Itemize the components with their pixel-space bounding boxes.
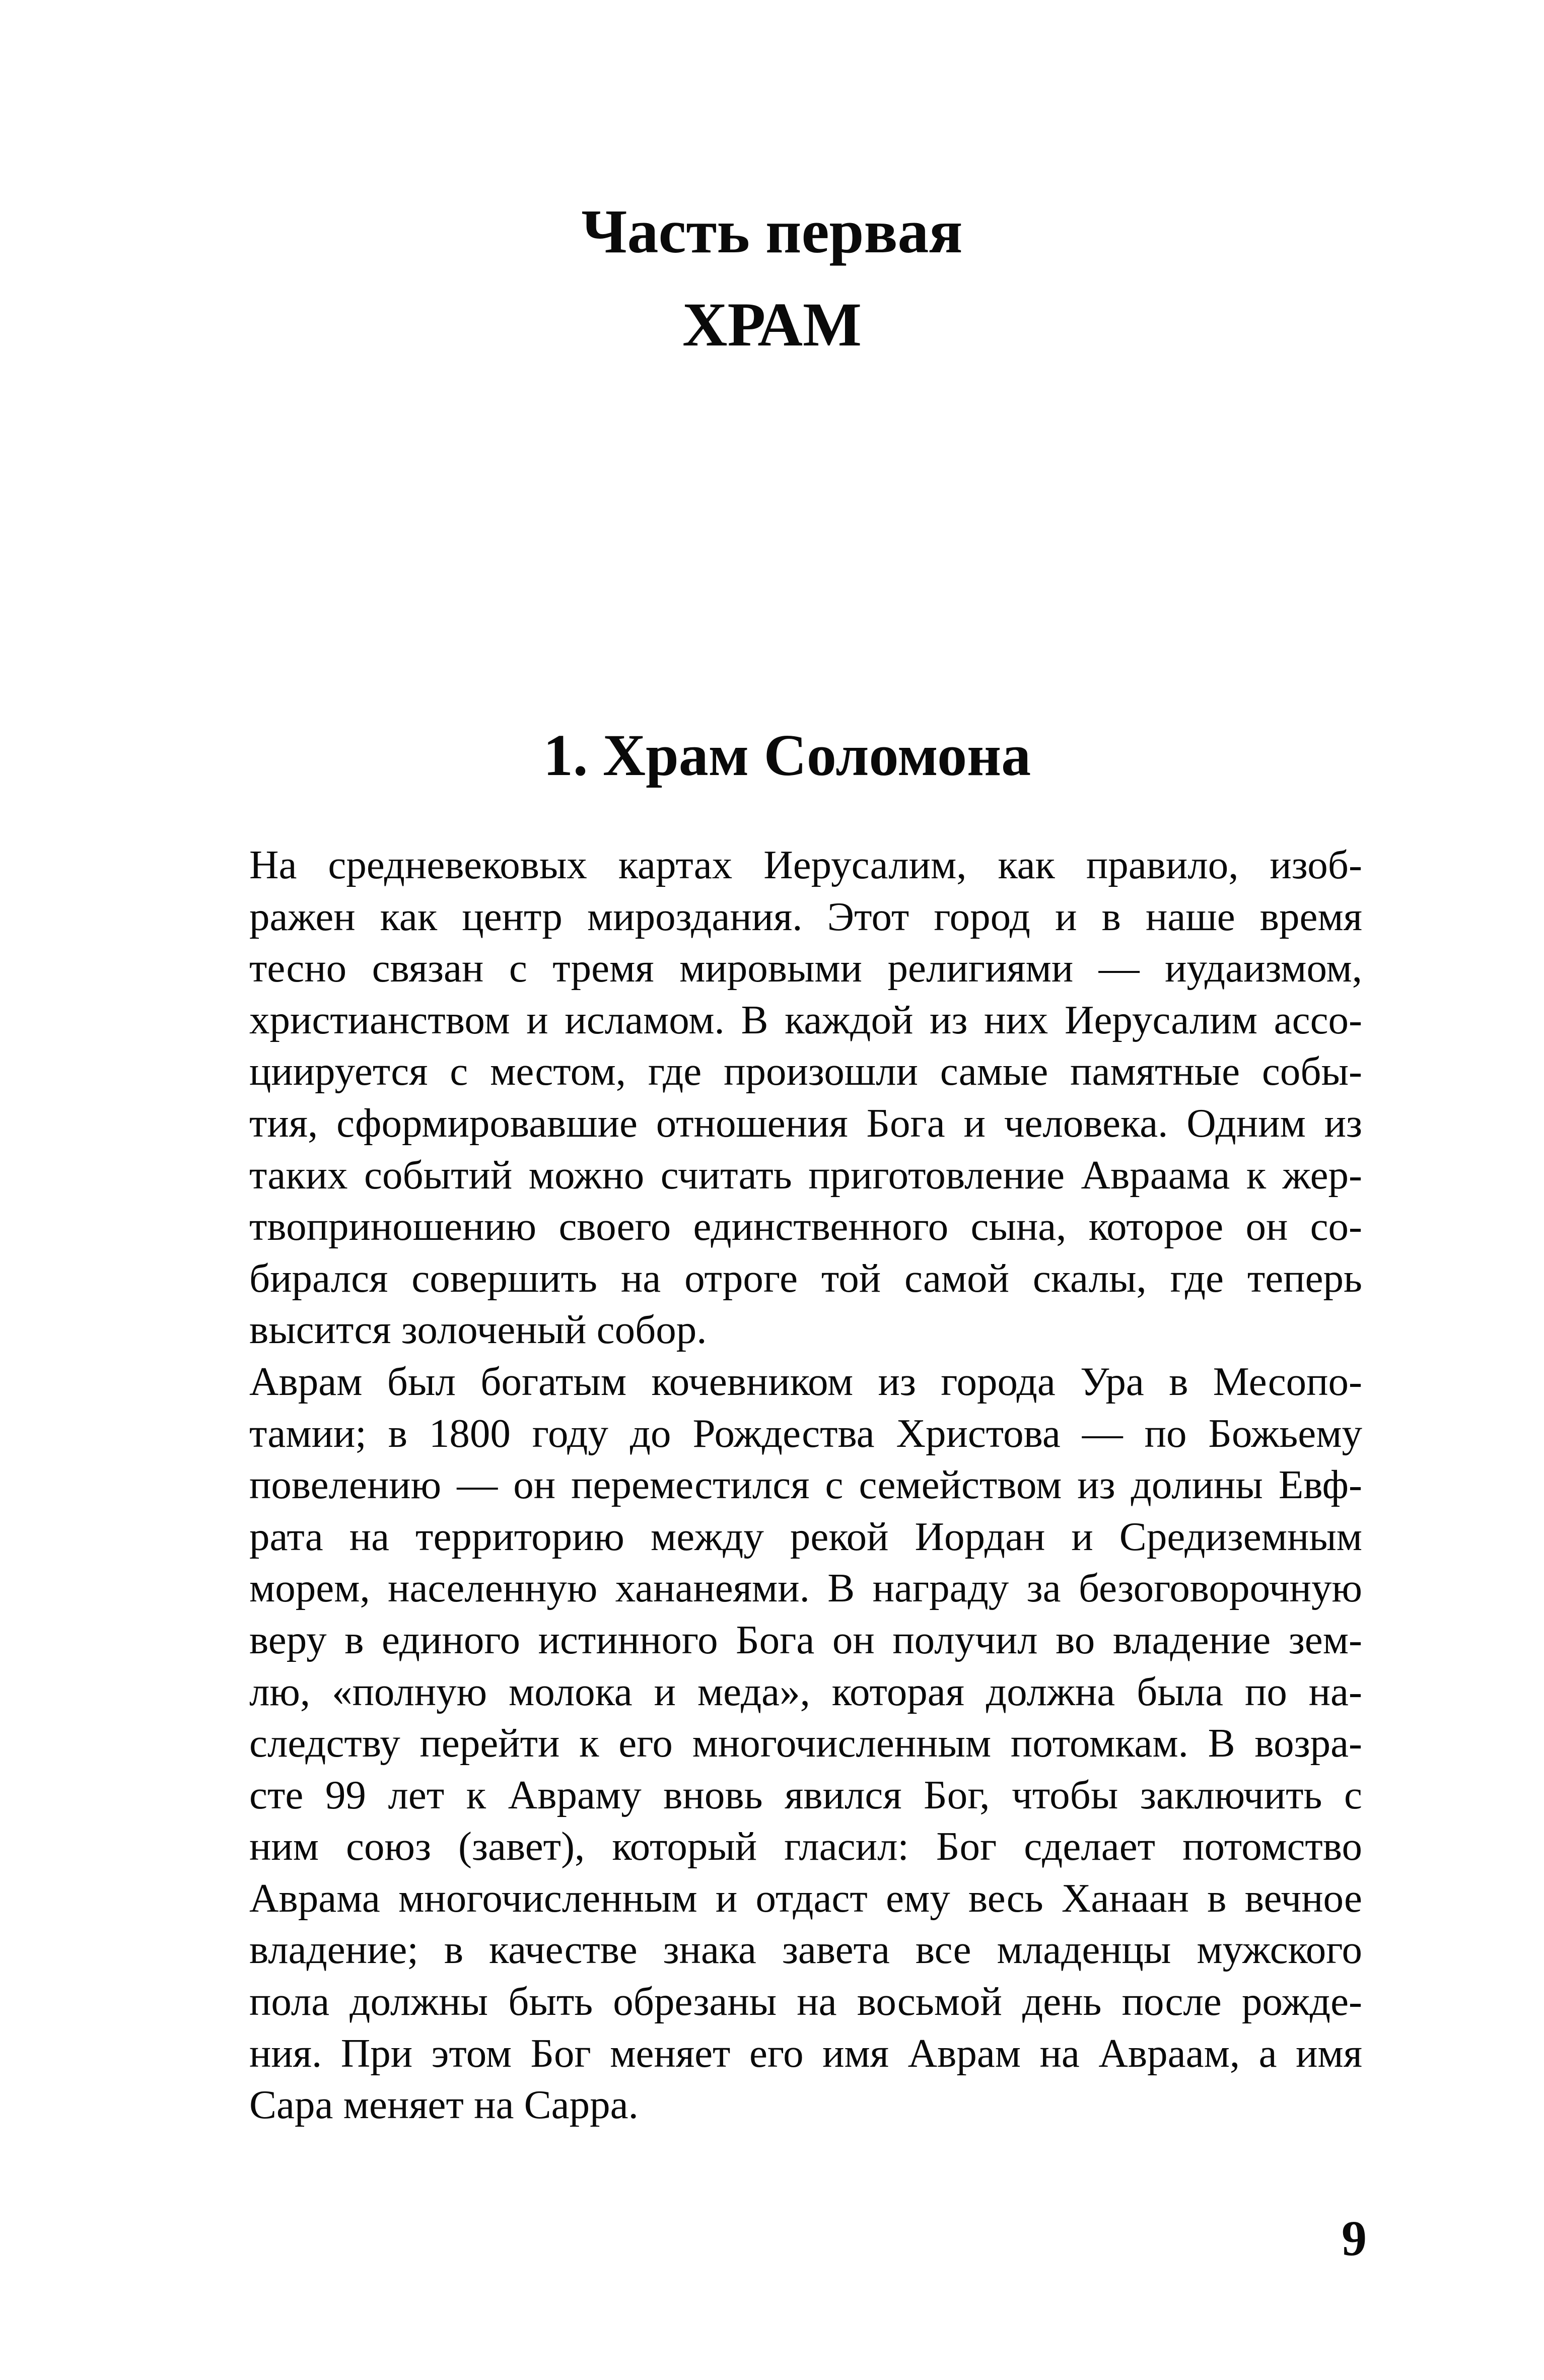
text-line: Аврама многочисленным и отдаст ему весь Ханаан в вечное bbox=[249, 1875, 1362, 1921]
text-line: тия, сформировавшие отношения Бога и человека. Одним из bbox=[249, 1100, 1362, 1146]
text-line: пола должны быть обрезаны на восьмой день после рожде- bbox=[249, 1979, 1362, 2024]
text-line: морем, населенную хананеями. В награду за безоговорочную bbox=[249, 1565, 1362, 1611]
text-line: ния. При этом Бог меняет его имя Аврам на Авраам, а имя bbox=[249, 2030, 1362, 2076]
text-line: На средневековых картах Иерусалим, как правило, изоб- bbox=[249, 842, 1362, 887]
body-text bbox=[249, 839, 1362, 2131]
text-line: твоприношению своего единственного сына, которое он со- bbox=[249, 1204, 1362, 1249]
text-line: следству перейти к его многочисленным потомкам. В возра- bbox=[249, 1720, 1362, 1766]
part-label: Часть первая bbox=[581, 197, 963, 266]
text-line: ним союз (завет), который гласил: Бог сделает потомство bbox=[249, 1824, 1362, 1869]
text-line: бирался совершить на отроге той самой скалы, где теперь bbox=[249, 1255, 1362, 1301]
text-line: Сара меняет на Сарра. bbox=[249, 2082, 639, 2128]
text-line: тамии; в 1800 году до Рождества Христова — по Божьему bbox=[249, 1410, 1362, 1456]
part-title: ХРАМ bbox=[682, 290, 862, 359]
text-line: христианством и исламом. В каждой из них Иерусалим ассо- bbox=[249, 997, 1362, 1042]
text-line: рата на территорию между рекой Иордан и Средиземным bbox=[249, 1513, 1362, 1559]
text-line: веру в единого истинного Бога он получил во владение зем- bbox=[249, 1617, 1362, 1662]
text-line: лю, «полную молока и меда», которая должна была по на- bbox=[249, 1668, 1362, 1714]
chapter-title: 1. Храм Соломона bbox=[543, 722, 1031, 788]
paragraph-2 bbox=[249, 1356, 1362, 2131]
text-line: таких событий можно считать приготовление Авраама к жер- bbox=[249, 1152, 1362, 1198]
text-line: ражен как центр мироздания. Этот город и в наше время bbox=[249, 893, 1362, 939]
paragraph-1 bbox=[249, 839, 1362, 1356]
text-line: сте 99 лет к Авраму вновь явился Бог, чтобы заключить с bbox=[249, 1772, 1362, 1817]
text-line: Аврам был богатым кочевником из города Ура в Месопо- bbox=[249, 1358, 1362, 1404]
text-line: повелению — он переместился с семейством из долины Евф- bbox=[249, 1462, 1362, 1508]
text-line: тесно связан с тремя мировыми религиями — иудаизмом, bbox=[249, 945, 1362, 991]
page-number: 9 bbox=[1342, 2210, 1367, 2266]
text-line: циируется с местом, где произошли самые памятные собы- bbox=[249, 1048, 1362, 1094]
text-line: высится золоченый собор. bbox=[249, 1307, 707, 1353]
text-line: владение; в качестве знака завета все младенцы мужского bbox=[249, 1927, 1362, 1973]
